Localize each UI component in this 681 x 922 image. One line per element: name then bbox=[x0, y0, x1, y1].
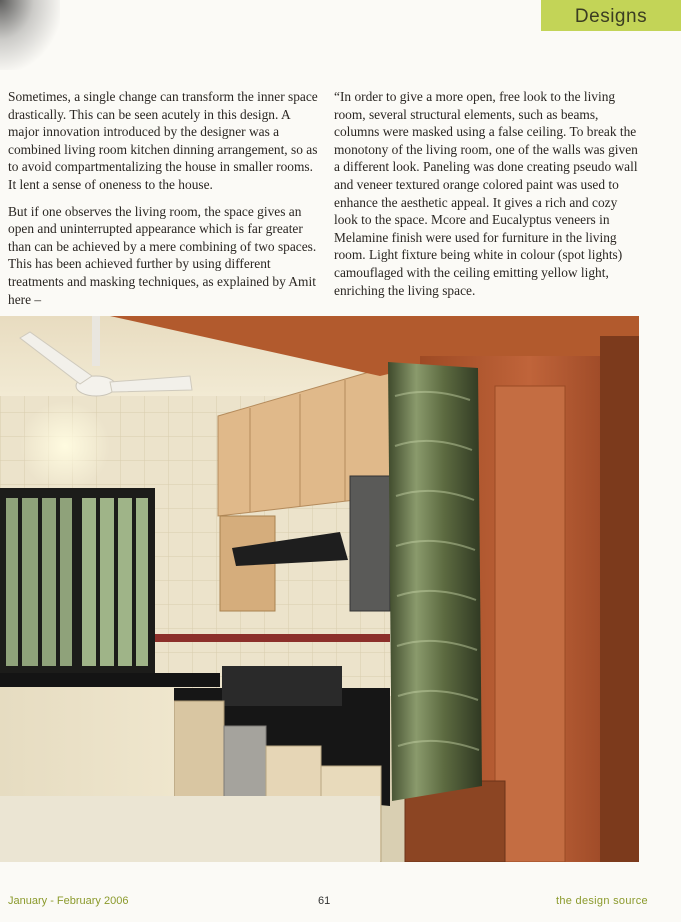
paragraph: But if one observes the living room, the space gives an open and uninterrupted appearance which is far greater than can be achieved by a mere combining of two spaces. This has been achieved further by using different treatments and masking techniques, as explained by Amit here – bbox=[8, 203, 317, 307]
kitchen-interior-photo bbox=[0, 316, 639, 862]
section-label: Designs bbox=[541, 0, 681, 31]
paragraph: Sometimes, a single change can transform the inner space drastically. This can be seen acutely in this design. A major innovation introduced by the designer was a combined living room kitchen dinning arrangement, so as to avoid compartmentalizing the house in smaller rooms. It lent a sense of oneness to the house. bbox=[8, 89, 318, 192]
article-left-column bbox=[8, 88, 320, 317]
paragraph: “In order to give a more open, free look to the living room, several structural elements, such as beams, columns were masked using a false ceiling. To break the monotony of the living room, one of the walls was given a different look. Paneling was done creating pseudo wall and veneer textured orange colored paint was used to enhance the aesthetic appeal. It gives a rich and cozy look to the space. Mcore and Eucalyptus veneers in Melamine finish were used for furniture in the living room. Light fixture being white in colour (spot lights) camouflaged with the ceiling emitting yellow light, enriching the living space. bbox=[334, 89, 638, 298]
page-number: 61 bbox=[318, 895, 331, 907]
article-right-column bbox=[334, 88, 640, 308]
issue-date: January - February 2006 bbox=[8, 895, 129, 907]
page-edge-shadow bbox=[0, 0, 60, 70]
publication-name: the design source bbox=[556, 895, 648, 907]
